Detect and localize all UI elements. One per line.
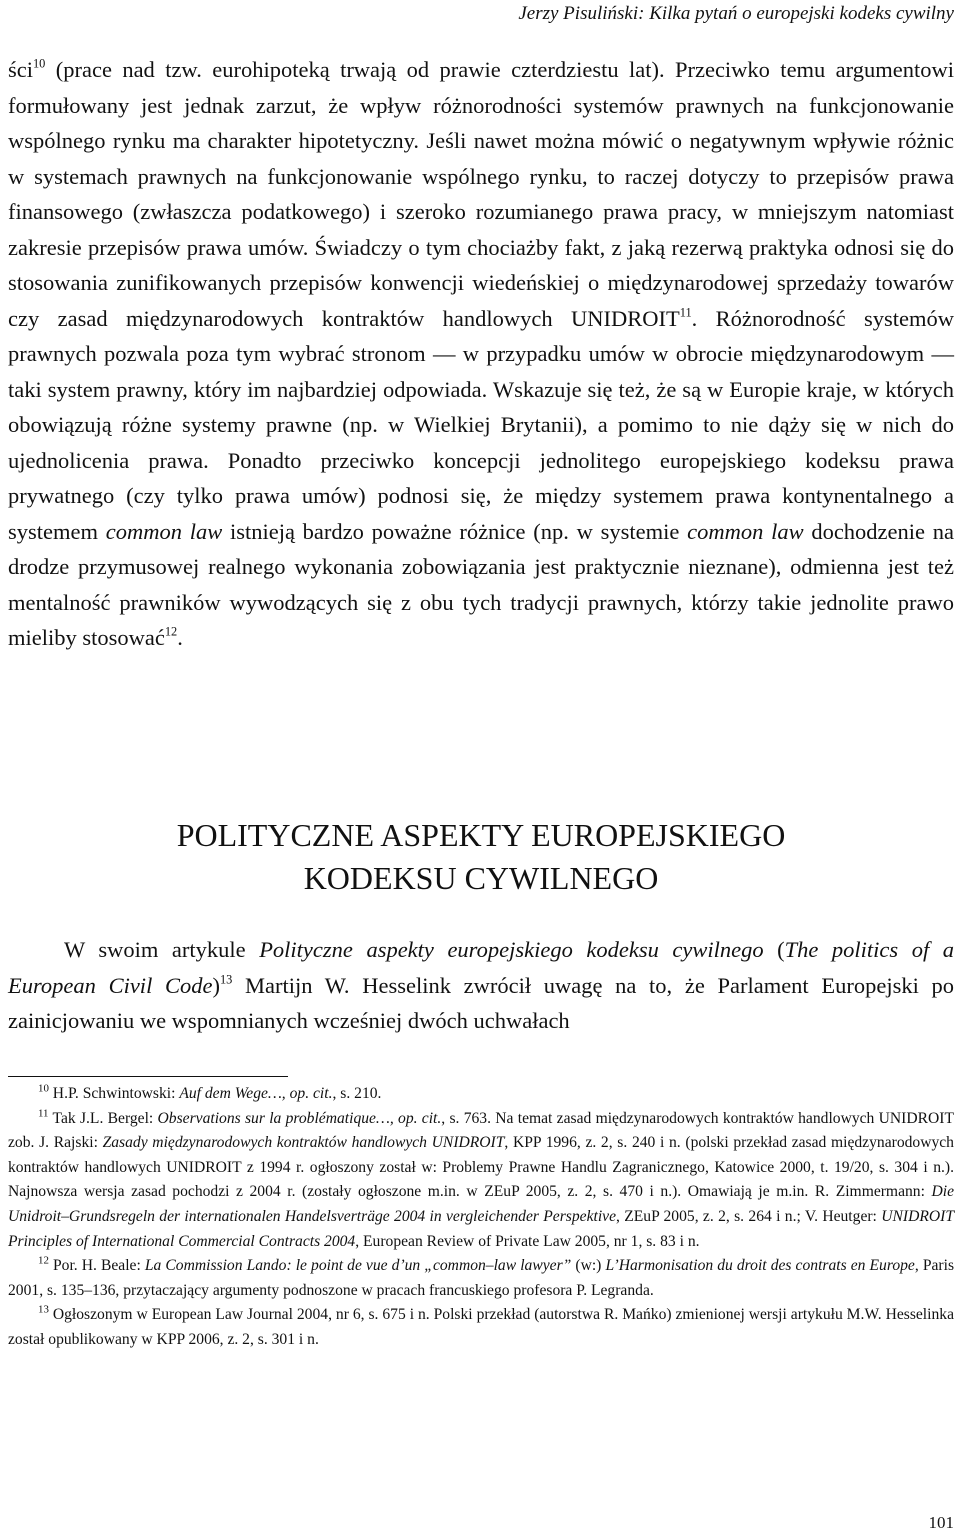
text-span: , Paris 2001, s. 135–136, przytaczający argumenty podnoszone w pracach francuskiego profesora P. Legranda.	[8, 1257, 955, 1299]
footnote-12	[8, 1254, 954, 1303]
text-span: , s. 763. Na temat zasad międzynarodowych kontraktów handlowych UNIDROIT zob. J. Rajski:	[8, 1109, 954, 1152]
body-paragraph-1	[8, 52, 954, 656]
footnote-number: 10	[38, 1082, 49, 1095]
footnote-ref-11[interactable]: 11	[679, 305, 692, 320]
footnote-11	[8, 1107, 954, 1255]
footnote-number: 11	[38, 1107, 49, 1120]
section-title-line-1: POLITYCZNE ASPEKTY EUROPEJSKIEGO	[176, 817, 786, 853]
text-span: ści	[8, 57, 33, 82]
footnote-ref-10[interactable]: 10	[33, 56, 46, 71]
page	[8, 0, 954, 1533]
section-title-line-2: KODEKSU CYWILNEGO	[303, 860, 659, 896]
italic-term: common law	[687, 518, 804, 544]
italic-title: Observations sur la problématique…, op. cit.	[157, 1109, 442, 1127]
italic-title: La Commission Lando: le point de vue d’un „common–law lawyer”	[144, 1257, 572, 1275]
footnote-10	[8, 1082, 954, 1107]
footnotes	[8, 1082, 954, 1353]
body-paragraph-2	[8, 932, 954, 1039]
italic-title: UNIDROIT Principles of International Commercial Contracts 2004	[8, 1207, 954, 1250]
running-head: Jerzy Pisuliński: Kilka pytań o europejski kodeks cywilny	[518, 3, 954, 24]
text-span: (prace nad tzw. eurohipoteką trwają od prawie czterdziestu lat). Przeciwko temu argumentowi formułowany jest jednak zarzut, że wpływ różnorodności systemów prawnych na funkcjonowanie wspólnego rynku ma charakter hipotetyczny. Jeśli nawet można mówić o negatywnym wpływie różnic w systemach prawnych na funkcjonowanie wspólnego rynku, to raczej dotyczy to przepisów prawa finansowego (zwłaszcza podatkowego) i szeroko rozumianego prawa pracy, w mniejszym natomiast zakresie przepisów prawa umów. Świadczy o tym chociażby fakt, z jaką rezerwą praktyka odnosi się do stosowania zunifikowanych przepisów konwencji wiedeńskiej o międzynarodowej sprzedaży towarów czy zasad międzynarodowych kontraktów handlowych UNIDROIT	[8, 57, 954, 331]
section-title	[8, 814, 954, 900]
text-span: (w:)	[571, 1257, 606, 1275]
footnote-ref-13[interactable]: 13	[219, 972, 233, 987]
italic-term: common law	[105, 518, 223, 544]
footnote-number: 13	[38, 1303, 49, 1316]
footnote-number: 12	[38, 1254, 49, 1267]
text-span: Martijn W. Hesselink zwrócił uwagę na to, że Parlament Europejski po zainicjowaniu we wspomnianych wcześniej dwóch uchwałach	[8, 972, 954, 1033]
text-span: Ogłoszonym w European Law Journal 2004, nr 6, s. 675 i n. Polski przekład (autorstwa R. Mańko) zmienionej wersji artykułu M.W. Hesselinka został opublikowany w KPP 2006, z. 2, s. 301 i n.	[8, 1306, 954, 1348]
footnote-separator	[8, 1076, 288, 1077]
text-span: dochodzenie na drodze przymusowej realnego wykonania zobowiązania jest praktycznie nieznane), odmienna jest też mentalność prawników wywodzących się z obu tych tradycji prawnych, którzy takie jednolite prawo mieliby stosować	[8, 518, 954, 650]
text-span: H.P. Schwintowski:	[48, 1085, 180, 1102]
italic-title: Zasady międzynarodowych kontraktów handlowych UNIDROIT	[102, 1134, 505, 1152]
text-span: , KPP 1996, z. 2, s. 240 i n. (polski przekład zasad międzynarodowych kontraktów handlowych UNIDROIT z 1994 r. ogłoszony został w: Problemy Prawne Handlu Zagranicznego, Katowice 2000, t. 19/20, s. 304 i n.). Najnowsza wersja zasad pochodzi z 2004 r. (zostały ogłoszone m.in. w ZEuP 2005, z. 2, s. 470 i n.). Omawiają je m.in. R. Zimmermann:	[8, 1134, 954, 1201]
text-span: W swoim artykule	[64, 937, 260, 962]
text-span: (	[763, 937, 785, 962]
text-span: Por. H. Beale:	[48, 1257, 145, 1275]
italic-title: The politics of a European Civil Code	[8, 937, 955, 998]
text-span: , ZEuP 2005, z. 2, s. 264 i n.; V. Heutger:	[616, 1207, 882, 1225]
page-number: 101	[928, 1513, 954, 1532]
text-span: , s. 210.	[332, 1085, 382, 1102]
text-span: , European Review of Private Law 2005, nr 1, s. 83 i n.	[355, 1232, 700, 1250]
footnote-13	[8, 1303, 954, 1352]
footnote-ref-12[interactable]: 12	[164, 624, 178, 639]
text-span: . Różnorodność systemów prawnych pozwala poza tym wybrać stronom — w przypadku umów w obrocie międzynarodowym — taki system prawny, który im najbardziej odpowiada. Wskazuje się też, że są w Europie kraje, w których obowiązują różne systemy prawne (np. w Wielkiej Brytanii), a pomimo to nie dąży się w nich do ujednolicenia prawa. Ponadto przeciwko koncepcji jednolitego europejskiego kodeksu prawa prywatnego (czy tylko prawa umów) podnosi się, że między systemem prawa kontynentalnego a systemem	[8, 305, 954, 544]
text-span: )	[212, 972, 220, 998]
italic-title: Die Unidroit–Grundsregeln der internationalen Handelsverträge 2004 in vergleichender Perspektive	[8, 1183, 954, 1225]
text-span: istnieją bardzo poważne różnice (np. w systemie	[222, 518, 688, 544]
text-span: Tak J.L. Bergel:	[48, 1109, 158, 1127]
italic-title: Auf dem Wege…, op. cit.	[179, 1085, 333, 1102]
italic-title: Polityczne aspekty europejskiego kodeksu cywilnego	[259, 937, 764, 962]
text-span: .	[177, 625, 183, 650]
italic-title: L’Harmonisation du droit des contrats en Europe	[605, 1257, 915, 1275]
